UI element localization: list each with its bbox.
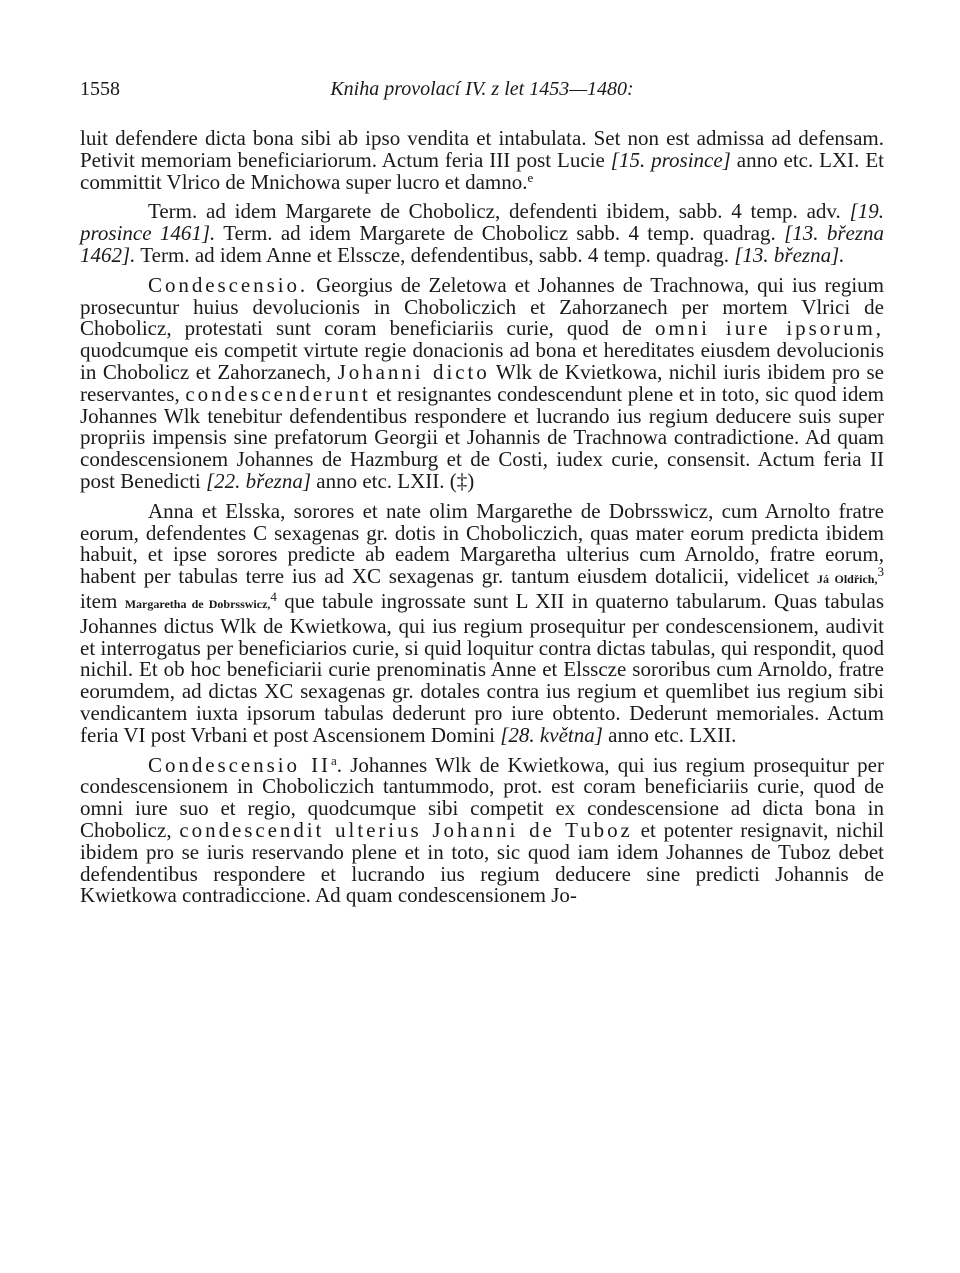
footnote-ref: 3	[877, 564, 884, 580]
text-run: Anna et Elsska, sorores et nate olim Margarethe de Dobrsswicz, cum Arnolto fratre eorum, defendentes C sexagenas gr. dotis in Choboliczich, quas mater eorum predicta ibidem habuit, et ipse sorores predicte ab eadem Margaretha ulterius cum Arnoldo, fratre eorum, habent per tabulas terre ius ad XC sexagenas gr. tantum eiusdem dotalicii, videlicet	[80, 498, 884, 589]
footnote-ref: 4	[270, 588, 277, 604]
spaced-heading: Condescensio II	[148, 752, 331, 777]
paragraph-4	[80, 498, 885, 747]
editor-date: [28. května]	[500, 722, 603, 747]
running-title: Kniha provolací IV. z let 1453—1480:	[330, 78, 634, 100]
text-run: Georgius de Zeletowa et Johannes de Trachnowa, qui ius regium prosecuntur huius devolucionis in Choboliczich et Zahorzanech per mortem Vlrici de Chobolicz, protestati sunt coram beneficiariis curie, quod de	[80, 272, 884, 341]
text-run: Term. ad idem Margarete de Chobolicz sabb. 4 temp. quadrag.	[215, 221, 785, 246]
text-run: item	[80, 588, 125, 613]
text-run: Term. ad idem Anne et Elsscze, defendentibus, sabb. 4 temp. quadrag.	[135, 242, 735, 267]
editor-date: [13. března 1462].	[80, 221, 885, 267]
footnote-ref: e	[527, 169, 534, 185]
editor-date: [15. prosince]	[610, 147, 731, 172]
page-number: 1558	[80, 78, 120, 100]
paragraph-2	[80, 201, 884, 266]
text-run: Term. ad idem Margarete de Chobolicz, defendenti ibidem, sabb. 4 temp. adv.	[148, 199, 850, 224]
text-run: et resignantes condescendunt plene et in toto, sic quod idem Johannes Wlk tenebitur defendentibus respondere et lucrando ius regium deducere suis super propriis impensis sine prefatorum Georgii et Johannis de Trachnowa contradictione. Ad quam condescensionem Johannes de Hazmburg et de Costi, iudex curie, consensit. Actum feria II post Benedicti	[80, 381, 885, 493]
body-text	[80, 128, 884, 907]
spaced-text: condescenderunt	[185, 381, 371, 406]
text-run: anno etc. LXII. (‡)	[311, 468, 475, 493]
small-caption: Já Oldřich,	[816, 572, 878, 587]
text-run: quodcumque eis competit virtute regie donacionis ad bona et hereditates eiusdem devolucionis in Chobolicz et Zahorzanech,	[80, 338, 884, 384]
text-run: que tabule ingrossate sunt L XII in quaterno tabularum. Quas tabulas Johannes dictus Wlk de Kwietkowa, qui ius regium prosequitur per condescensionem, audivit et interrogatus per beneficiarios curie, si quid loquitur contra dictas tabulas, qui respondit, quod nichil. Et ob hoc beneficiarii curie prenominatis Anne et Elsscze sororibus cum Arnoldo, fratre eorumdem, ad dictas XC sexagenas gr. dotales contra ius regium et quemlibet ius regium sibi vendicantem iuxta ipsorum tabulas dederunt pro iure obtento. Dederunt memoriales. Actum feria VI post Vrbani et post Ascensionem Domini	[80, 588, 885, 747]
editor-date: [13. března].	[734, 242, 845, 267]
spaced-heading: Condescensio.	[148, 272, 309, 297]
paragraph-3	[80, 272, 885, 493]
spaced-text: Johanni dicto	[337, 359, 490, 384]
text-run: anno etc. LXII.	[602, 722, 737, 747]
spaced-text: condescendit ulterius Johanni de Tuboz	[179, 817, 633, 842]
small-caption: Margaretha de Dobrsswicz,	[124, 596, 271, 611]
paragraph-1	[80, 128, 884, 193]
spaced-text: omni iure ipsorum,	[654, 316, 884, 341]
text-run: luit defendere dicta bona sibi ab ipso vendita et intabulata. Set non est admissa ad defensam. Petivit memoriam beneficiariorum. Actum feria III post Lucie	[80, 126, 884, 172]
text-run: anno etc. LXI. Et committit Vlrico de Mnichowa super lucro et damno.	[80, 147, 884, 194]
editor-date: [22. března]	[205, 468, 311, 493]
paragraph-5	[80, 752, 885, 908]
page-header	[80, 78, 884, 108]
editor-date: [19. prosince 1461].	[80, 199, 884, 246]
text-run: Wlk de Kvietkowa, nichil iuris ibidem pro se reservantes,	[80, 359, 884, 406]
footnote-ref: a	[330, 752, 337, 768]
text-run: . Johannes Wlk de Kwietkowa, qui ius regium prosequitur per condescensionem in Choboliczich tantummodo, prot. est coram beneficiariis curie, quod de omni iure suo et regio, quodcumque sibi competit ex condescensione ad dicta bona in Chobolicz,	[80, 752, 884, 842]
text-run: et potenter resignavit, nichil ibidem pro se iuris reservando plene et in toto, sic quod iam idem Johannes de Tuboz debet defendentibus respondere et lucrando ius regium deducere sine predicti Johannis de Kwietkowa contradiccione. Ad quam condescensionem Jo-	[80, 817, 885, 908]
